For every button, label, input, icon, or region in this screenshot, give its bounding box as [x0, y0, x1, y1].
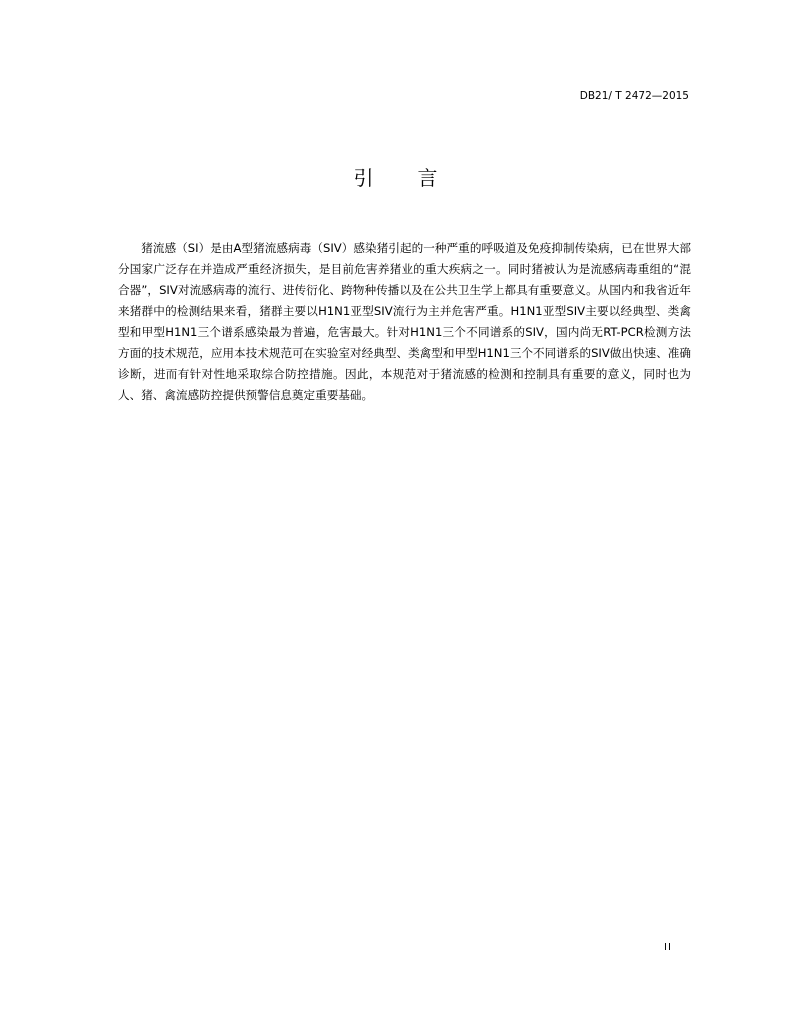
document-code: DB21/ T 2472—2015	[579, 90, 689, 102]
page-title	[0, 162, 791, 191]
title-char-2: 言	[417, 166, 438, 190]
title-char-1: 引	[353, 166, 374, 190]
page-number: II	[664, 942, 672, 953]
introduction-paragraph: 猪流感（SI）是由A型猪流感病毒（SIV）感染猪引起的一种严重的呼吸道及免疫抑制传染病，已在世界大部分国家广泛存在并造成严重经济损失，是目前危害养猪业的重大疾病之一。同时猪被认为是流感病毒重组的“混合器”，SIV对流感病毒的流行、进传衍化、跨物种传播以及在公共卫生学上都具有重要意义。从国内和我省近年来猪群中的检测结果来看，猪群主要以H1N1亚型SIV流行为主并危害严重。H1N1亚型SIV主要以经典型、类禽型和甲型H1N1三个谱系感染最为普遍，危害最大。针对H1N1三个不同谱系的SIV，国内尚无RT-PCR检测方法方面的技术规范，应用本技术规范可在实验室对经典型、类禽型和甲型H1N1三个不同谱系的SIV做出快速、准确诊断，进而有针对性地采取综合防控措施。因此，本规范对于猪流感的检测和控制具有重要的意义，同时也为人、猪、禽流感防控提供预警信息奠定重要基础。	[118, 240, 691, 402]
